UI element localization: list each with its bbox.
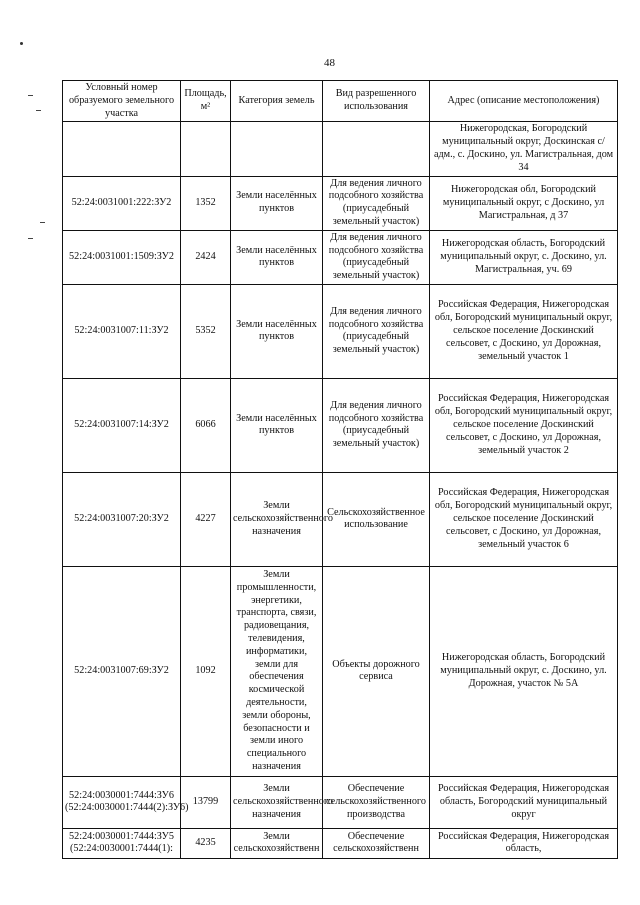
cell-area bbox=[181, 122, 231, 176]
header-area: Площадь, м² bbox=[181, 81, 231, 122]
table-row bbox=[63, 230, 618, 284]
cell-land-category: Земли населённых пунктов bbox=[231, 378, 323, 472]
cell-plot-number: 52:24:0031007:69:ЗУ2 bbox=[63, 566, 181, 776]
header-permitted-use: Вид разрешенного использования bbox=[323, 81, 430, 122]
cell-permitted-use: Обеспечение сельскохозяйственного производства bbox=[323, 776, 430, 828]
cell-land-category: Земли сельскохозяйственного назначения bbox=[231, 472, 323, 566]
cell-plot-number bbox=[63, 122, 181, 176]
cell-area: 1092 bbox=[181, 566, 231, 776]
cell-permitted-use bbox=[323, 122, 430, 176]
scan-tick-mark bbox=[36, 110, 41, 111]
cell-land-category bbox=[231, 122, 323, 176]
cell-area: 6066 bbox=[181, 378, 231, 472]
cell-permitted-use: Обеспечение сельскохозяйственн bbox=[323, 828, 430, 858]
cell-land-category: Земли населённых пунктов bbox=[231, 230, 323, 284]
cell-permitted-use: Сельскохозяйственное использование bbox=[323, 472, 430, 566]
cell-permitted-use: Объекты дорожного сервиса bbox=[323, 566, 430, 776]
cell-land-category: Земли сельскохозяйственного назначения bbox=[231, 776, 323, 828]
cell-land-category: Земли промышленности, энергетики, транспорта, связи, радиовещания, телевидения, информатики, земли для обеспечения космической деятельности, земли обороны, безопасности и земли иного специального назначения bbox=[231, 566, 323, 776]
cell-plot-number: 52:24:0031007:20:ЗУ2 bbox=[63, 472, 181, 566]
cell-address: Российская Федерация, Нижегородская обл, Богородский муниципальный округ, сельское поселение Доскинский сельсовет, с Доскино, ул Дорожная, земельный участок 6 bbox=[430, 472, 618, 566]
cell-area: 13799 bbox=[181, 776, 231, 828]
table-row bbox=[63, 776, 618, 828]
table-row bbox=[63, 378, 618, 472]
table-row bbox=[63, 284, 618, 378]
table-header-row bbox=[63, 81, 618, 122]
cell-plot-number: 52:24:0031007:11:ЗУ2 bbox=[63, 284, 181, 378]
cell-plot-number: 52:24:0031001:1509:ЗУ2 bbox=[63, 230, 181, 284]
land-plots-table bbox=[62, 80, 618, 859]
cell-address: Российская Федерация, Нижегородская обл, Богородский муниципальный округ, сельское поселение Доскинский сельсовет, с Доскино, ул Дорожная, земельный участок 1 bbox=[430, 284, 618, 378]
table-row bbox=[63, 472, 618, 566]
header-address: Адрес (описание местоположения) bbox=[430, 81, 618, 122]
header-land-category: Категория земель bbox=[231, 81, 323, 122]
cell-address: Российская Федерация, Нижегородская область, bbox=[430, 828, 618, 858]
cell-land-category: Земли сельскохозяйственн bbox=[231, 828, 323, 858]
header-plot-number: Условный номер образуемого земельного участка bbox=[63, 81, 181, 122]
cell-area: 4235 bbox=[181, 828, 231, 858]
cell-address: Российская Федерация, Нижегородская обл, Богородский муниципальный округ, сельское поселение Доскинский сельсовет, с Доскино, ул Дорожная, земельный участок 2 bbox=[430, 378, 618, 472]
cell-plot-number: 52:24:0030001:7444:ЗУ5 (52:24:0030001:7444(1): bbox=[63, 828, 181, 858]
table-row bbox=[63, 122, 618, 176]
cell-permitted-use: Для ведения личного подсобного хозяйства (приусадебный земельный участок) bbox=[323, 176, 430, 230]
scan-tick-mark bbox=[40, 222, 45, 223]
cell-land-category: Земли населённых пунктов bbox=[231, 176, 323, 230]
page-number: 48 bbox=[324, 57, 335, 69]
cell-area: 5352 bbox=[181, 284, 231, 378]
cell-area: 2424 bbox=[181, 230, 231, 284]
scan-dot-mark bbox=[20, 42, 23, 45]
cell-land-category: Земли населённых пунктов bbox=[231, 284, 323, 378]
cell-area: 4227 bbox=[181, 472, 231, 566]
cell-address: Нижегородская область, Богородский муниципальный округ, с. Доскино, ул. Дорожная, участок № 5А bbox=[430, 566, 618, 776]
cell-area: 1352 bbox=[181, 176, 231, 230]
cell-permitted-use: Для ведения личного подсобного хозяйства (приусадебный земельный участок) bbox=[323, 378, 430, 472]
table-row bbox=[63, 176, 618, 230]
cell-plot-number: 52:24:0031001:222:ЗУ2 bbox=[63, 176, 181, 230]
scan-tick-mark bbox=[28, 95, 33, 96]
table-row bbox=[63, 828, 618, 858]
cell-permitted-use: Для ведения личного подсобного хозяйства (приусадебный земельный участок) bbox=[323, 284, 430, 378]
cell-plot-number: 52:24:0031007:14:ЗУ2 bbox=[63, 378, 181, 472]
cell-address: Российская Федерация, Нижегородская область, Богородский муниципальный округ bbox=[430, 776, 618, 828]
cell-address: Нижегородская обл, Богородский муниципальный округ, с Доскино, ул Магистральная, д 37 bbox=[430, 176, 618, 230]
cell-address: Нижегородская область, Богородский муниципальный округ, с. Доскино, ул. Магистральная, уч. 69 bbox=[430, 230, 618, 284]
scan-tick-mark bbox=[28, 238, 33, 239]
cell-address: Нижегородская, Богородский муниципальный округ, Доскинская с/адм., с. Доскино, ул. Магистральная, дом 34 bbox=[430, 122, 618, 176]
table-row bbox=[63, 566, 618, 776]
cell-permitted-use: Для ведения личного подсобного хозяйства (приусадебный земельный участок) bbox=[323, 230, 430, 284]
cell-plot-number: 52:24:0030001:7444:ЗУ6 (52:24:0030001:7444(2):ЗУ6) bbox=[63, 776, 181, 828]
